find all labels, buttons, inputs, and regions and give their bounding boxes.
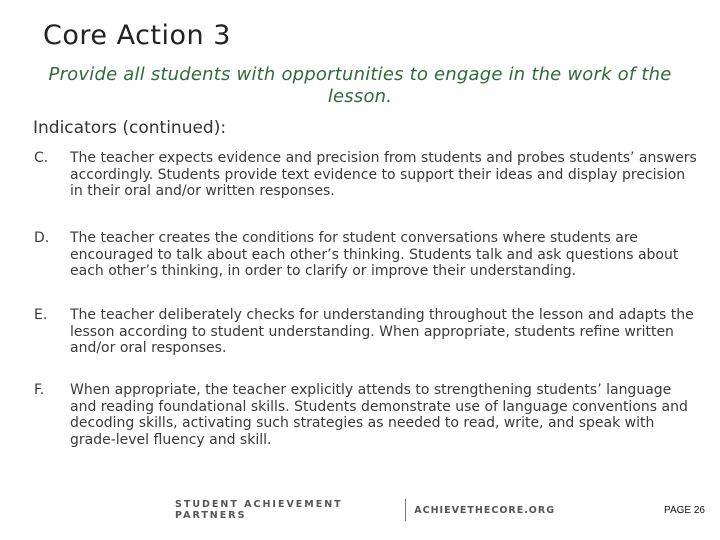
indicators-heading: Indicators (continued): <box>33 118 227 138</box>
footer-website: ACHIEVETHECORE.ORG <box>414 504 555 516</box>
indicator-letter: E. <box>34 307 48 323</box>
indicator-text: The teacher deliberately checks for understanding throughout the lesson and adapts the lesson according to student understanding. When appropriate, students refine written and/or oral responses. <box>70 307 694 356</box>
slide-subtitle: Provide all students with opportunities to engage in the work of the lesson. <box>48 64 672 107</box>
slide-title: Core Action 3 <box>43 20 231 51</box>
indicator-letter: F. <box>34 382 45 398</box>
indicator-letter: D. <box>34 230 50 246</box>
footer-divider <box>405 499 406 521</box>
footer-org-name: STUDENT ACHIEVEMENT PARTNERS <box>175 499 343 521</box>
indicator-letter: C. <box>34 150 49 166</box>
indicator-text: The teacher expects evidence and precision from students and probes students’ answers accordingly. Students provide text evidence to support their ideas and display precision in their oral and/or written responses. <box>70 150 697 199</box>
footer-branding <box>175 498 555 522</box>
page-number: PAGE 26 <box>664 505 705 516</box>
indicator-text: When appropriate, the teacher explicitly attends to strengthening students’ language and reading foundational skills. Students demonstrate use of language conventions and decoding skills, activating such strategies as needed to read, write, and speak with grade-level fluency and skill. <box>70 382 688 448</box>
indicator-text: The teacher creates the conditions for student conversations where students are encouraged to talk about each other’s thinking. Students talk and ask questions about each other’s thinking, in order to clarify or improve their understanding. <box>70 230 679 279</box>
